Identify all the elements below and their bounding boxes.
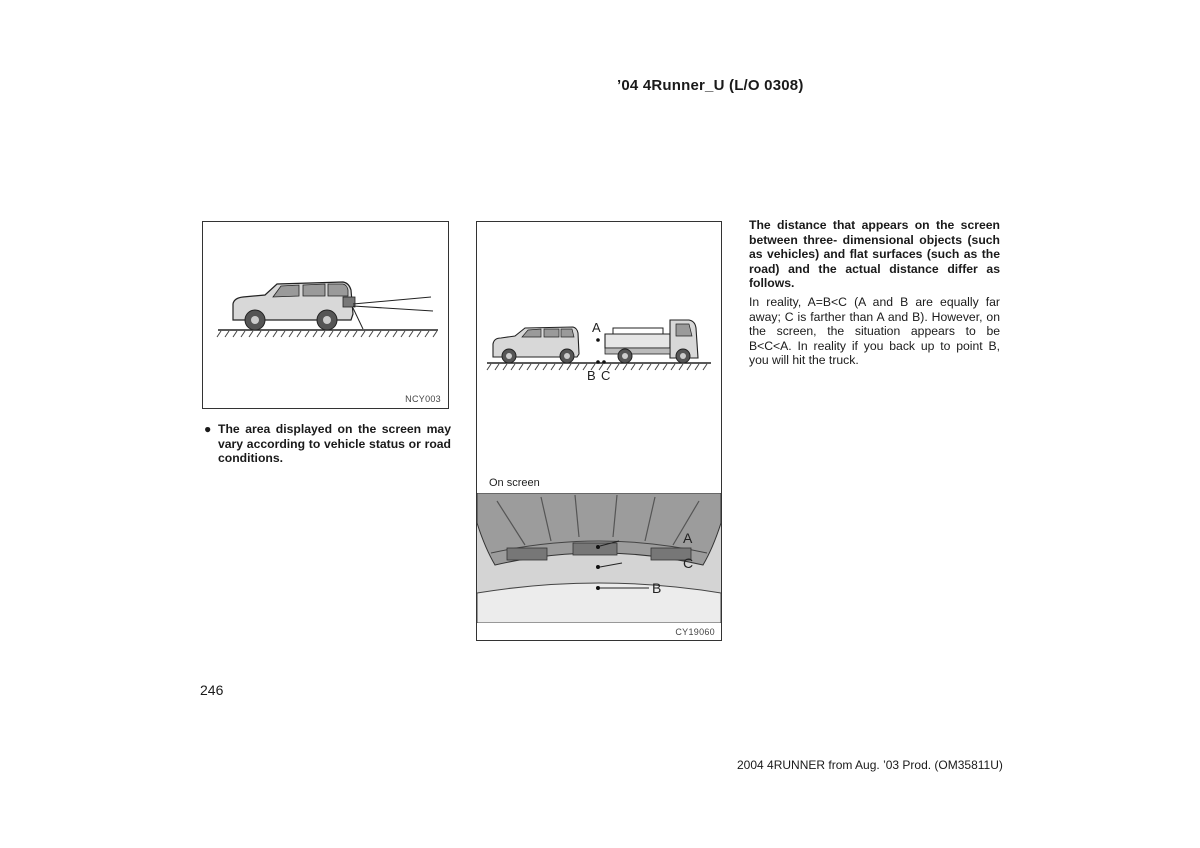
figure-camera-view-range bbox=[202, 221, 449, 409]
suv-camera-illustration bbox=[203, 222, 448, 408]
page-number: 246 bbox=[200, 682, 224, 698]
figure-code: NCY003 bbox=[405, 394, 441, 404]
figure-distance-comparison bbox=[476, 221, 722, 641]
document-footer: 2004 4RUNNER from Aug. ’03 Prod. (OM35811U) bbox=[737, 758, 1003, 772]
distance-heading-paragraph: The distance that appears on the screen between three- dimensional objects (such as vehicles) and flat surfaces (such as the road) and the actual distance differ as follows. bbox=[749, 218, 1000, 290]
camera-screen-illustration bbox=[477, 493, 721, 623]
distance-explanation-paragraph: In reality, A=B<C (A and B are equally far away; C is farther than A and B). However, on the screen, the situation appears to be B<C<A. In reality if you back up to point B, you will hit the truck. bbox=[749, 295, 1000, 367]
bullet-icon: ● bbox=[204, 422, 212, 436]
label-c: C bbox=[601, 368, 611, 383]
label-b: B bbox=[587, 368, 596, 383]
label-a: A bbox=[592, 320, 601, 335]
figure-code: CY19060 bbox=[675, 627, 715, 637]
screen-label-b: B bbox=[652, 580, 662, 596]
screen-label-c: C bbox=[683, 555, 694, 571]
screen-label-a: A bbox=[683, 530, 693, 546]
side-view-illustration bbox=[477, 222, 721, 392]
document-header: ’04 4Runner_U (L/O 0308) bbox=[617, 77, 804, 94]
bullet-text: The area displayed on the screen may vary according to vehicle status or road conditions. bbox=[218, 422, 451, 465]
on-screen-caption: On screen bbox=[489, 477, 540, 489]
